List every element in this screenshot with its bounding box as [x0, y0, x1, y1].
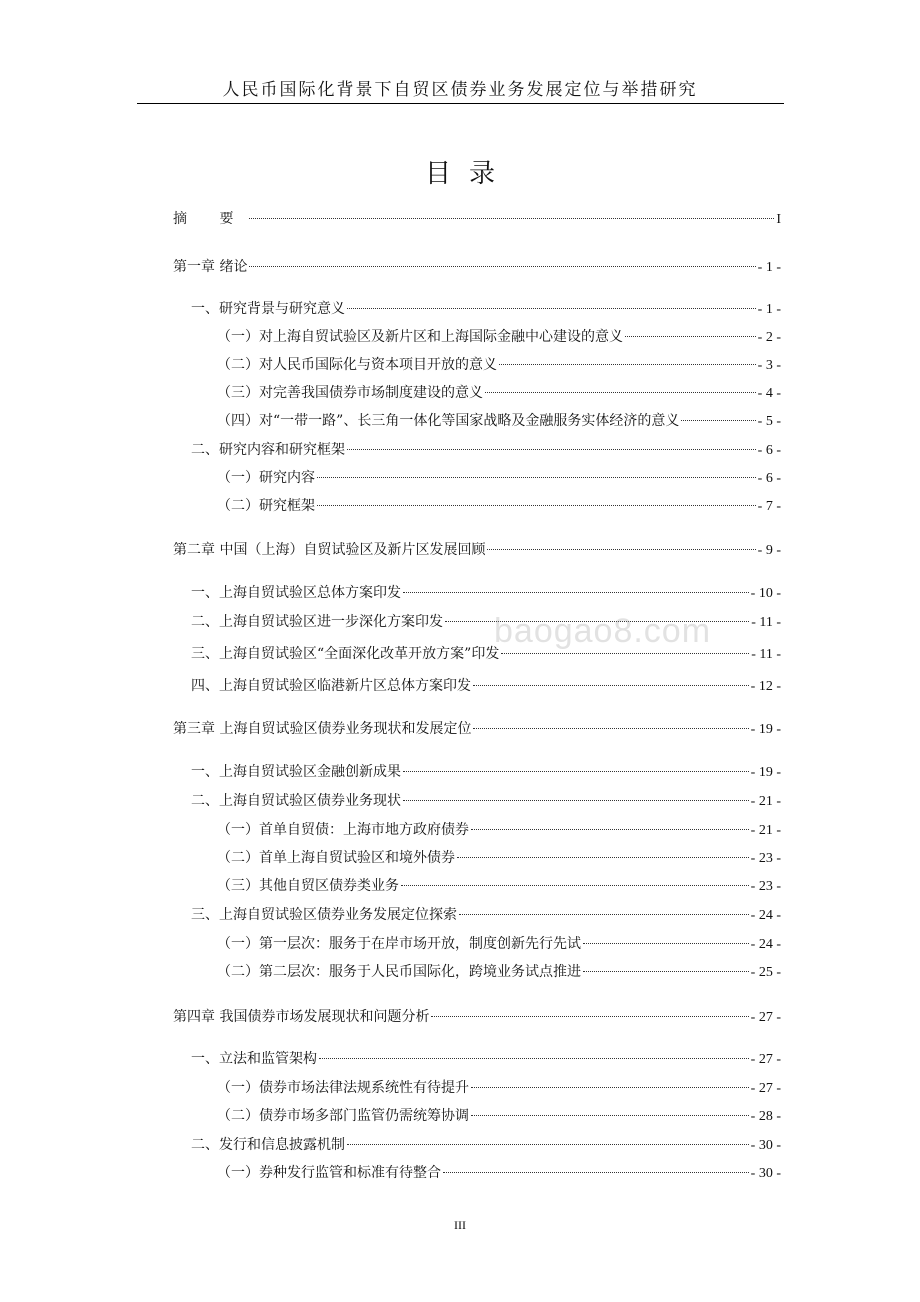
toc-entry-title: 一、研究背景与研究意义 [191, 301, 345, 317]
toc-page-number: - 27 - [750, 1052, 781, 1067]
toc-entry-title: （一）对上海自贸试验区及新片区和上海国际金融中心建设的意义 [217, 329, 623, 345]
table-of-contents [173, 0, 781, 1302]
leader-dots [473, 685, 749, 686]
toc-entry-title: （二）债券市场多部门监管仍需统筹协调 [217, 1108, 469, 1124]
leader-dots [401, 885, 749, 886]
leader-dots [347, 1144, 749, 1145]
toc-entry-title: 二、发行和信息披露机制 [191, 1137, 345, 1153]
toc-page-number: - 30 - [750, 1166, 781, 1181]
toc-entry-title: （二）对人民币国际化与资本项目开放的意义 [217, 357, 497, 373]
toc-entry-subsection[interactable] [173, 326, 781, 348]
leader-dots [583, 943, 749, 944]
toc-entry-section[interactable] [173, 675, 781, 697]
toc-entry-chapter-3[interactable] [173, 718, 781, 740]
leader-dots [403, 771, 749, 772]
leader-dots [347, 308, 756, 309]
leader-dots [473, 728, 748, 729]
toc-entry-title: 二、上海自贸试验区进一步深化方案印发 [191, 614, 443, 630]
toc-page-number: - 30 - [750, 1138, 781, 1153]
toc-page-number: - 6 - [757, 471, 781, 486]
toc-entry-title: （二）第二层次：服务于人民币国际化，跨境业务试点推进 [217, 964, 581, 980]
toc-entry-section[interactable] [173, 1048, 781, 1070]
toc-entry-title: （一）首单自贸债：上海市地方政府债券 [217, 822, 469, 838]
toc-entry-title: 一、上海自贸试验区总体方案印发 [191, 585, 401, 601]
leader-dots [403, 592, 749, 593]
toc-entry-subsection[interactable] [173, 495, 781, 517]
watermark: baogao8.com [494, 612, 712, 650]
toc-entry-section[interactable] [173, 439, 781, 461]
toc-entry-section[interactable] [173, 298, 781, 320]
toc-page-number: - 24 - [750, 908, 781, 923]
toc-entry-subsection[interactable] [173, 467, 781, 489]
toc-page-number: - 23 - [750, 851, 781, 866]
toc-entry-title: （一）研究内容 [217, 470, 315, 486]
leader-dots [471, 829, 749, 830]
toc-page-number: - 21 - [750, 794, 781, 809]
toc-entry-title: 四、上海自贸试验区临港新片区总体方案印发 [191, 678, 471, 694]
leader-dots [487, 549, 755, 550]
toc-page-number: - 28 - [750, 1109, 781, 1124]
toc-page-number: - 25 - [750, 965, 781, 980]
toc-entry-title: 一、立法和监管架构 [191, 1051, 317, 1067]
toc-page-number: - 19 - [750, 722, 781, 737]
leader-dots [459, 914, 749, 915]
toc-page-number: - 1 - [757, 260, 781, 275]
toc-entry-subsection[interactable] [173, 875, 781, 897]
toc-page-number: - 2 - [757, 330, 781, 345]
toc-page-number: - 7 - [757, 499, 781, 514]
toc-entry-title: （一）券种发行监管和标准有待整合 [217, 1165, 441, 1181]
toc-entry-title: （三）对完善我国债券市场制度建设的意义 [217, 385, 483, 401]
leader-dots [317, 505, 756, 506]
toc-page-number: - 9 - [757, 543, 781, 558]
toc-entry-section[interactable] [173, 582, 781, 604]
toc-entry-title: 第一章 绪论 [173, 259, 248, 275]
leader-dots [347, 449, 756, 450]
toc-entry-section[interactable] [173, 904, 781, 926]
leader-dots [403, 800, 749, 801]
toc-entry-chapter-4[interactable] [173, 1006, 781, 1028]
toc-page-number: - 11 - [751, 647, 781, 662]
toc-page-number: - 12 - [750, 679, 781, 694]
toc-page-number: - 6 - [757, 443, 781, 458]
toc-entry-title: 一、上海自贸试验区金融创新成果 [191, 764, 401, 780]
toc-entry-subsection[interactable] [173, 382, 781, 404]
leader-dots [499, 364, 756, 365]
leader-dots [249, 266, 755, 267]
toc-entry-title: 第二章 中国（上海）自贸试验区及新片区发展回顾 [173, 542, 486, 558]
toc-entry-title: （四）对“一带一路”、长三角一体化等国家战略及金融服务实体经济的意义 [217, 413, 680, 429]
toc-page-number: - 10 - [750, 586, 781, 601]
toc-page-number: - 27 - [750, 1010, 781, 1025]
toc-title: 目录 [424, 159, 513, 189]
leader-dots [319, 1058, 749, 1059]
toc-entry-title: （一）第一层次：服务于在岸市场开放，制度创新先行先试 [217, 936, 581, 952]
toc-page-number: - 4 - [757, 386, 781, 401]
leader-dots [681, 420, 755, 421]
leader-dots [443, 1172, 749, 1173]
toc-entry-title: 第三章 上海自贸试验区债券业务现状和发展定位 [173, 721, 472, 737]
toc-page-number: - 5 - [757, 414, 781, 429]
toc-entry-title: 三、上海自贸试验区“全面深化改革开放方案”印发 [191, 646, 500, 662]
toc-entry-subsection[interactable] [173, 933, 781, 955]
toc-page-number: - 11 - [751, 615, 781, 630]
toc-page-number: - 24 - [750, 937, 781, 952]
leader-dots [485, 392, 756, 393]
toc-page-number: - 3 - [757, 358, 781, 373]
toc-entry-section[interactable] [173, 761, 781, 783]
toc-entry-section[interactable] [173, 790, 781, 812]
leader-dots [501, 653, 749, 654]
page-number-footer: III [454, 1218, 466, 1232]
leader-dots [457, 857, 749, 858]
toc-entry-title: 二、研究内容和研究框架 [191, 442, 345, 458]
leader-dots [249, 218, 774, 219]
toc-entry-subsection[interactable] [173, 847, 781, 869]
toc-entry-title: （三）其他自贸区债券类业务 [217, 878, 399, 894]
toc-page-number: - 27 - [750, 1081, 781, 1096]
toc-page-number: - 23 - [750, 879, 781, 894]
toc-entry-subsection[interactable] [173, 1077, 781, 1099]
leader-dots [625, 336, 756, 337]
toc-entry-abstract[interactable] [173, 208, 781, 230]
toc-entry-subsection[interactable] [173, 819, 781, 841]
toc-entry-title: 摘 要 [173, 211, 248, 227]
toc-entry-title: （二）首单上海自贸试验区和境外债券 [217, 850, 455, 866]
leader-dots [317, 477, 756, 478]
toc-entry-title: 第四章 我国债券市场发展现状和问题分析 [173, 1009, 430, 1025]
running-header: 人民币国际化背景下自贸区债券业务发展定位与举措研究 [222, 80, 698, 100]
toc-entry-title: 二、上海自贸试验区债券业务现状 [191, 793, 401, 809]
toc-page-number: - 21 - [750, 823, 781, 838]
toc-page-number: - 1 - [757, 302, 781, 317]
leader-dots [583, 971, 749, 972]
leader-dots [431, 1016, 748, 1017]
toc-page-number: I [776, 212, 781, 227]
toc-entry-chapter-2[interactable] [173, 539, 781, 561]
toc-entry-title: 三、上海自贸试验区债券业务发展定位探索 [191, 907, 457, 923]
toc-page-number: - 19 - [750, 765, 781, 780]
toc-entry-chapter-1[interactable] [173, 256, 781, 278]
toc-entry-subsection[interactable] [173, 1105, 781, 1127]
toc-entry-section[interactable] [173, 1134, 781, 1156]
leader-dots [471, 1115, 749, 1116]
toc-entry-subsection[interactable] [173, 410, 781, 432]
toc-entry-title: （二）研究框架 [217, 498, 315, 514]
toc-entry-subsection[interactable] [173, 1162, 781, 1184]
toc-entry-title: （一）债券市场法律法规系统性有待提升 [217, 1080, 469, 1096]
toc-entry-subsection[interactable] [173, 354, 781, 376]
leader-dots [471, 1087, 749, 1088]
toc-entry-subsection[interactable] [173, 961, 781, 983]
